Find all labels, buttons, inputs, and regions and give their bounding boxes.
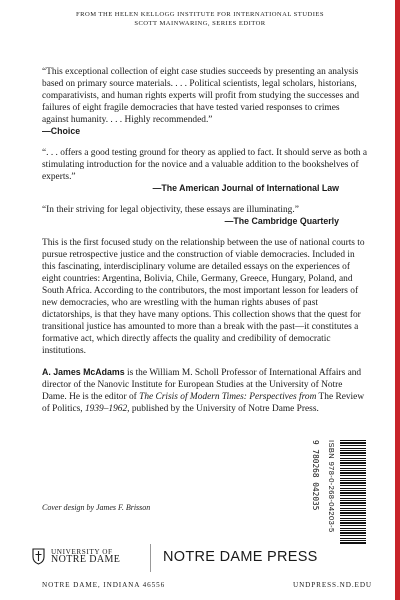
shield-icon bbox=[32, 548, 45, 565]
author-bio bbox=[42, 366, 367, 415]
quote-source: —The American Journal of International Law bbox=[152, 183, 339, 193]
review-quote-ajil bbox=[42, 147, 367, 194]
isbn-text: ISBN 978-0-268-04203-5 bbox=[327, 440, 336, 533]
barcode bbox=[340, 440, 366, 544]
book-description: This is the first focused study on the relationship between the use of national courts to pursue retrospective justice and the construction of viable democracies. Included in this fascinating, interdisciplinary volume are detailed essays on the experiences of eight countries: Argentina, Bolivia, Chile, Germany, Greece, Hungary, Poland, and South Africa. According to the contributors, the most important lesson for leaders of new democracies, who are wrestling with the human rights abuses of past dictatorships, is that they have many options. This collection shows that the quest for transitional justice has amounted to more than a break with the past—it constitutes a formative act, which directly affects the quality and credibility of democratic institutions. bbox=[42, 238, 365, 356]
university-name bbox=[51, 548, 120, 565]
red-edge-stripe bbox=[395, 0, 400, 600]
bio-text: , published by the University of Notre Dame Press. bbox=[127, 404, 319, 414]
series-header bbox=[0, 10, 400, 28]
university-logo bbox=[32, 545, 120, 567]
university-line1: UNIVERSITY OF bbox=[51, 547, 113, 556]
quote-text: “. . . offers a good testing ground for theory as applied to fact. It should serve as both a stimulating introduction for the novice and a valuable addition to the bookshelves of experts.” bbox=[42, 148, 368, 182]
quote-source: —The Cambridge Quarterly bbox=[224, 216, 339, 226]
back-cover-text bbox=[42, 66, 367, 424]
bio-text: The Review of Politics, bbox=[42, 392, 365, 414]
footer bbox=[42, 581, 372, 589]
university-line2: NOTRE DAME bbox=[51, 554, 121, 565]
series-institute: FROM THE HELEN KELLOGG INSTITUTE FOR INTERNATIONAL STUDIES bbox=[76, 11, 324, 18]
press-name: NOTRE DAME PRESS bbox=[163, 549, 318, 565]
review-quote-cambridge bbox=[42, 204, 367, 227]
bio-text: is the William M. Scholl Professor of International Affairs and director of the Nanovic Institute for European Studies at the University of Notre Dame. He is the editor of bbox=[42, 368, 362, 402]
quote-text: “In their striving for legal objectivity, these essays are illuminating.” bbox=[42, 205, 299, 215]
author-name: A. James McAdams bbox=[42, 367, 125, 377]
cover-credit: Cover design by James F. Brisson bbox=[42, 503, 151, 512]
bio-years: 1939–1962 bbox=[84, 404, 128, 414]
quote-source: —Choice bbox=[42, 126, 81, 136]
series-editor: SCOTT MAINWARING, SERIES EDITOR bbox=[134, 20, 266, 27]
review-quote-choice bbox=[42, 66, 367, 137]
quote-text: “This exceptional collection of eight case studies succeeds by presenting an analysis based on primary source materials. . . . Political scientists, legal scholars, historians, comparativists, and human rights experts will profit from studying the successes and failures of eight fragile democracies that have tested varied responses to crimes against humanity. . . . Highly recommended.” bbox=[42, 67, 360, 125]
footer-url: UNDPRESS.ND.EDU bbox=[293, 581, 372, 589]
logo-divider bbox=[150, 544, 151, 572]
bio-book-title: The Crisis of Modern Times: Perspectives from bbox=[139, 392, 317, 402]
footer-location: NOTRE DAME, INDIANA 46556 bbox=[42, 581, 166, 589]
barcode-number: 9 780268 042035 bbox=[311, 440, 320, 511]
